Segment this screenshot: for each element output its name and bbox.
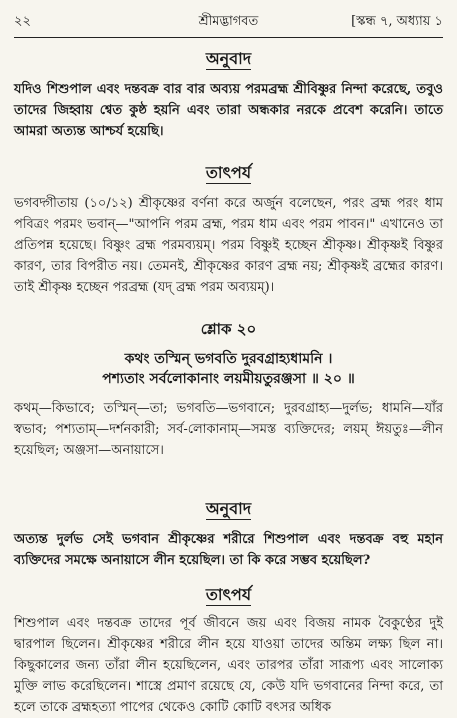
- verse-line-2: পশ্যতাং সর্বলোকানাং লয়মীয়তুরঞ্জসা ॥ ২০ ॥: [102, 371, 355, 387]
- purport-heading-2: তাৎপর্য: [205, 585, 252, 604]
- book-title: শ্রীমদ্ভাগবত: [198, 13, 259, 29]
- verse-number: শ্লোক ২০: [200, 320, 257, 338]
- translation-section-1: [14, 46, 443, 142]
- chapter-reference: [স্কন্ধ ৭, অধ্যায় ১: [351, 13, 443, 29]
- purport-text-2: শিশুপাল এবং দন্তবক্র তাদের পূর্ব জীবনে জয় এবং বিজয় নামক বৈকুণ্ঠের দুই দ্বারপাল ছিলেন। শ্রীকৃষ্ণের শরীরে লীন হয়ে যাওয়া তাদের অন্তিম লক্ষ্য ছিল না। কিছুকালের জন্য তাঁরা লীন হয়েছিলেন, এবং তারপর তাঁরা সারূপ্য এবং সালোক্য মুক্তি লাভ করেছিলেন। শাস্ত্রে প্রমাণ রয়েছে যে, কেউ যদি ভগবানের নিন্দা করে, তা হলে তাকে ব্রহ্মহত্যা পাপের থেকেও কোটি কোটি বৎসর অধিক: [14, 616, 443, 715]
- page-header: [14, 8, 443, 36]
- page-number: ২২: [14, 13, 31, 29]
- translation-text-2: অত্যন্ত দুর্লভ সেই ভগবান শ্রীকৃষ্ণের শরীরে শিশুপাল এবং দন্তবক্র বহু মহান ব্যক্তিদের সমক্ষে অনায়াসে লীন হয়েছিল। তা কি করে সম্ভব হয়েছিল?: [14, 532, 443, 568]
- translation-heading-2: অনুবাদ: [205, 499, 252, 518]
- purport-text-1: ভগবদ্গীতায় (১০/১২) শ্রীকৃষ্ণের বর্ণনা করে অর্জুন বলেছেন, পরং ব্রহ্ম পরং ধাম পবিত্রং পরমং ভবান্—"আপনি পরম ব্রহ্ম, পরম ধাম এবং পরম পাবন।" এখানেও তা প্রতিপন্ন হয়েছে। বিষ্ণুং ব্রহ্ম পরমব্যয়ম্। পরম বিষ্ণুই হচ্ছেন শ্রীকৃষ্ণ। শ্রীকৃষ্ণই বিষ্ণুর কারণ, তার বিপরীত নয়। তেমনই, শ্রীকৃষ্ণের কারণ ব্রহ্ম নয়; শ্রীকৃষ্ণই ব্রহ্মের কারণ। তাই শ্রীকৃষ্ণ হচ্ছেন পরব্রহ্ম (যদ্ ব্রহ্ম পরম অব্যয়ম্)।: [14, 196, 443, 295]
- header-rule: [14, 37, 443, 38]
- purport-section-2: [14, 582, 443, 718]
- translation-heading-1: অনুবাদ: [205, 49, 252, 68]
- verse-section: [14, 318, 443, 389]
- translation-section-2: [14, 496, 443, 571]
- translation-text-1: যদিও শিশুপাল এবং দন্তবক্র বার বার অব্যয় পরমব্রহ্ম শ্রীবিষ্ণুর নিন্দা করেছে, তবুও তাদের জিহ্বায় শ্বেত কুষ্ঠ হয়নি এবং তারা অন্ধকার নরকে প্রবেশ করেনি। তাতে আমরা অত্যন্ত আশ্চর্য হয়েছি।: [14, 82, 443, 139]
- synonyms-section: [14, 398, 443, 461]
- synonyms-text: কথম্—কিভাবে; তস্মিন্—তা; ভগবতি—ভগবানে; দুরবগ্রাহ্য—দুর্লভ; ধামনি—যাঁর স্বভাব; পশ্যতাম্—দর্শনকারী; সর্ব-লোকানাম্—সমস্ত ব্যক্তিদের; লয়ম্ ঈয়তুঃ—লীন হয়েছিল; অঞ্জসা—অনায়াসে।: [14, 401, 443, 458]
- verse-line-1: কথং তস্মিন্ ভগবতি দুরবগ্রাহ্যধামনি ।: [124, 351, 333, 367]
- purport-heading-1: তাৎপর্য: [205, 163, 252, 182]
- purport-section-1: [14, 160, 443, 298]
